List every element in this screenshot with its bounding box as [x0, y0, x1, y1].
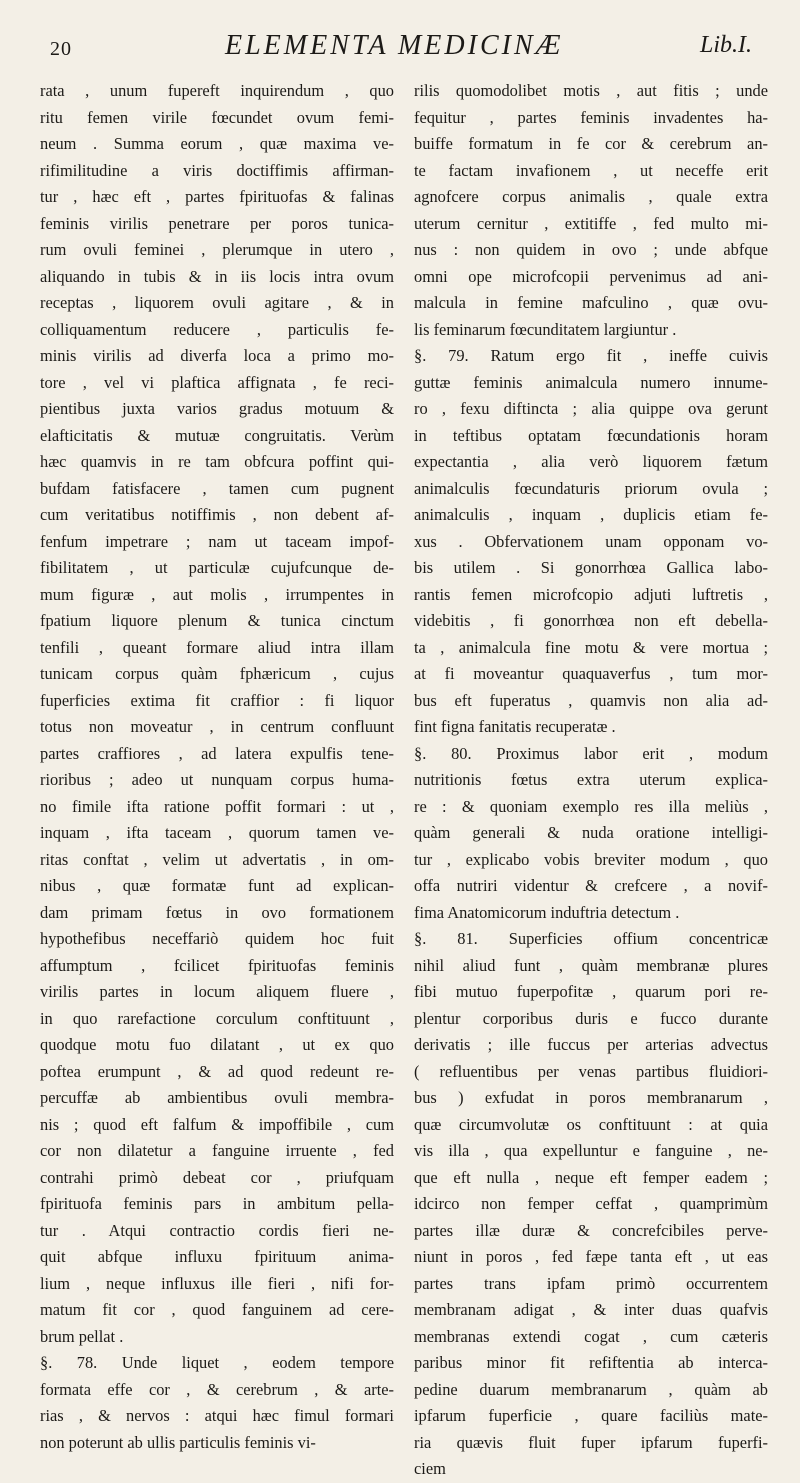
text-line: neum . Summa eorum , quæ maxima ve-	[40, 134, 394, 153]
text-line: no fimile ifta ratione poffit formari : ut ,	[40, 796, 394, 816]
right-column	[414, 78, 768, 1478]
text-line: te factam invafionem , ut neceffe erit	[414, 160, 768, 180]
page-header	[50, 30, 760, 70]
text-line: fuperficies extima fit craffior : fi liquor	[40, 690, 394, 710]
text-line: omni ope microfcopii pervenimus ad ani-	[414, 266, 768, 286]
book-reference: Lib.I.	[699, 32, 752, 58]
text-line: fenfum impetrare ; nam ut taceam impof-	[40, 531, 394, 551]
text-line: fima Anatomicorum induftria detectum .	[414, 902, 680, 922]
text-line: quodque motu fuo dilatant , ut ex quo	[40, 1035, 394, 1054]
text-line: tur . Atqui contractio cordis fieri ne-	[40, 1220, 394, 1240]
text-line: agnofcere corpus animalis , quale extra	[414, 187, 768, 206]
text-line: lium , neque influxus ille fieri , nifi for-	[40, 1273, 394, 1293]
text-line: bis utilem . Si gonorrhœa Gallica labo-	[414, 558, 768, 577]
text-line: animalculis , inquam , duplicis etiam fe-	[414, 505, 768, 524]
text-line: §. 78. Unde liquet , eodem tempore	[40, 1353, 394, 1372]
text-line: offa nutriri videntur & crefcere , a novif-	[414, 876, 768, 895]
text-line: §. 81. Superficies offium concentricæ	[414, 929, 768, 948]
text-line: nutritionis fœtus extra uterum explica-	[414, 770, 768, 789]
text-line: videbitis , fi gonorrhœa non eft debella-	[414, 611, 768, 630]
text-line: guttæ feminis animalcula numero innume-	[414, 372, 768, 392]
text-line: ta , animalcula fine motu & vere mortua ;	[414, 637, 768, 657]
text-line: ro , fexu diftincta ; alia quippe ova gerunt	[414, 399, 768, 418]
text-line: tenfili , queant formare aliud intra illam	[40, 637, 394, 657]
left-column	[40, 78, 394, 1452]
running-title: ELEMENTA MEDICINÆ	[225, 30, 564, 61]
text-line: hæc quamvis in re tam obfcura poffint qui-	[40, 452, 394, 471]
text-line: uterum cernitur , extitiffe , fed multo mi-	[414, 213, 768, 233]
text-line: affumptum , fcilicet fpirituofas feminis	[40, 955, 394, 975]
text-line: contrahi primò debeat cor , priufquam	[40, 1167, 394, 1187]
text-line: partes illæ duræ & concrefcibiles perve-	[414, 1220, 768, 1240]
text-line: membranas extendi cogat , cum cæteris	[414, 1326, 768, 1346]
text-line: receptas , liquorem ovuli agitare , & in	[40, 293, 394, 312]
page-number: 20	[50, 38, 72, 60]
text-line: malcula in femine mafculino , quæ ovu-	[414, 293, 768, 312]
text-line: re : & quoniam exemplo res illa meliùs ,	[414, 796, 768, 816]
text-line: buiffe formatum in fe cor & cerebrum an-	[414, 134, 768, 153]
text-line: ciem	[414, 1459, 446, 1478]
text-line: fequitur , partes feminis invadentes ha-	[414, 107, 768, 127]
text-line: nibus , quæ formatæ funt ad explican-	[40, 876, 394, 895]
text-line: tur , explicabo vobis breviter modum , quo	[414, 849, 768, 869]
text-line: tur , hæc eft , partes fpirituofas & falinas	[40, 187, 394, 206]
text-line: rilis quomodolibet motis , aut fitis ; unde	[414, 81, 768, 100]
text-line: pedine duarum membranarum , quàm ab	[414, 1379, 768, 1399]
text-line: partes craffiores , ad latera expulfis tene-	[40, 743, 394, 763]
text-line: percuffæ ab ambientibus ovuli membra-	[40, 1088, 394, 1107]
text-line: aliquando in tubis & in iis locis intra ovum	[40, 266, 394, 286]
text-line: plentur corporibus duris e fucco durante	[414, 1008, 768, 1028]
text-line: formata effe cor , & cerebrum , & arte-	[40, 1379, 394, 1399]
text-line: poftea erumpunt , & ad quod redeunt re-	[40, 1061, 394, 1081]
text-line: expectantia , alia verò liquorem fætum	[414, 452, 768, 471]
text-line: inquam , ifta taceam , quorum tamen ve-	[40, 823, 394, 842]
text-line: non poterunt ab ullis particulis feminis vi-	[40, 1432, 316, 1452]
text-line: rum ovuli feminei , plerumque in utero ,	[40, 240, 394, 259]
text-line: vis illa , qua expelluntur e fanguine , ne-	[414, 1141, 768, 1160]
text-line: bus eft fuperatus , quamvis non alia ad-	[414, 690, 768, 710]
text-line: cum veritatibus notiffimis , non debent af-	[40, 505, 394, 524]
text-line: mum figuræ , aut molis , irrumpentes in	[40, 584, 394, 604]
text-line: tunicam corpus quàm fphæricum , cujus	[40, 664, 394, 683]
text-line: rantis femen microfcopio adjuti luftretis ,	[414, 584, 768, 604]
text-line: ritu femen virile fœcundet ovum femi-	[40, 107, 394, 127]
text-line: pientibus juxta varios gradus motuum &	[40, 399, 394, 418]
text-line: tore , vel vi plaftica affignata , fe reci-	[40, 372, 394, 392]
text-line: elafticitatis & mutuæ congruitatis. Verùm	[40, 425, 394, 445]
text-line: bus ) exfudat in poros membranarum ,	[414, 1088, 768, 1107]
text-line: rata , unum fupereft inquirendum , quo	[40, 81, 394, 100]
text-line: fibi mutuo fuperpofitæ , quarum pori re-	[414, 982, 768, 1001]
text-line: animalculis fœcundaturis priorum ovula ;	[414, 478, 768, 498]
text-line: ipfarum fuperficie , quare faciliùs mate-	[414, 1406, 768, 1425]
text-line: rioribus ; adeo ut nunquam corpus huma-	[40, 770, 394, 789]
text-line: nihil aliud funt , quàm membranæ plures	[414, 955, 768, 975]
text-line: §. 79. Ratum ergo fit , ineffe cuivis	[414, 346, 768, 365]
text-line: nus : non quidem in ovo ; unde abfque	[414, 240, 768, 259]
text-line: niunt in poros , fed fæpe tanta eft , ut eas	[414, 1247, 768, 1266]
text-line: quàm generali & nuda oratione intelligi-	[414, 823, 768, 842]
text-line: brum pellat .	[40, 1326, 124, 1346]
text-line: §. 80. Proximus labor erit , modum	[414, 743, 768, 763]
text-line: fpatium liquore plenum & tunica cinctum	[40, 611, 394, 630]
text-line: totus non moveatur , in centrum confluunt	[40, 717, 394, 736]
text-line: feminis virilis penetrare per poros tunica-	[40, 213, 394, 233]
text-line: que eft nulla , neque eft femper eadem ;	[414, 1167, 768, 1187]
text-line: fint figna fanitatis recuperatæ .	[414, 717, 616, 736]
text-line: paribus minor fit refiftentia ab interca-	[414, 1353, 768, 1372]
text-line: ria quævis fluit fuper ipfarum fuperfi-	[414, 1432, 768, 1452]
text-line: hypothefibus neceffariò quidem hoc fuit	[40, 929, 394, 948]
text-line: matum fit cor , quod fanguinem ad cere-	[40, 1300, 394, 1319]
text-line: quit abfque influxu fpirituum anima-	[40, 1247, 394, 1266]
text-line: fibilitatem , ut particulæ cujufcunque de-	[40, 558, 394, 577]
text-line: quæ circumvolutæ os conftituunt : at quia	[414, 1114, 768, 1134]
text-line: rifimilitudine a viris doctiffimis affirman-	[40, 160, 394, 180]
text-line: derivatis ; ille fuccus per arterias advectus	[414, 1035, 768, 1054]
text-line: fpirituofa feminis pars in ambitum pella-	[40, 1194, 394, 1213]
text-line: xus . Obfervationem unam opponam vo-	[414, 531, 768, 551]
text-line: at fi moveantur quaquaverfus , tum mor-	[414, 664, 768, 683]
text-line: dam primam fœtus in ovo formationem	[40, 902, 394, 922]
text-line: colliquamentum reducere , particulis fe-	[40, 319, 394, 339]
text-line: cor non dilatetur a fanguine irruente , fed	[40, 1141, 394, 1160]
text-line: membranam adigat , & inter duas quafvis	[414, 1300, 768, 1319]
text-line: bufdam fatisfacere , tamen cum pugnent	[40, 478, 394, 498]
text-line: partes trans ipfam primò occurrentem	[414, 1273, 768, 1293]
text-line: nis ; quod eft falfum & impoffibile , cum	[40, 1114, 394, 1134]
text-columns	[40, 78, 768, 1478]
text-line: ritas conftat , velim ut advertatis , in om-	[40, 849, 394, 869]
text-line: minis virilis ad diverfa loca a primo mo-	[40, 346, 394, 365]
text-line: lis feminarum fœcunditatem largiuntur .	[414, 319, 677, 339]
text-line: in quo rarefactione corculum conftituunt ,	[40, 1008, 394, 1028]
text-line: rias , & nervos : atqui hæc fimul formari	[40, 1406, 394, 1425]
text-line: idcirco non femper ceffat , quamprimùm	[414, 1194, 768, 1213]
text-line: ( refluentibus per venas partibus fluidiori-	[414, 1061, 768, 1081]
text-line: in teftibus optatam fœcundationis horam	[414, 425, 768, 445]
text-line: virilis partes in locum aliquem fluere ,	[40, 982, 394, 1001]
